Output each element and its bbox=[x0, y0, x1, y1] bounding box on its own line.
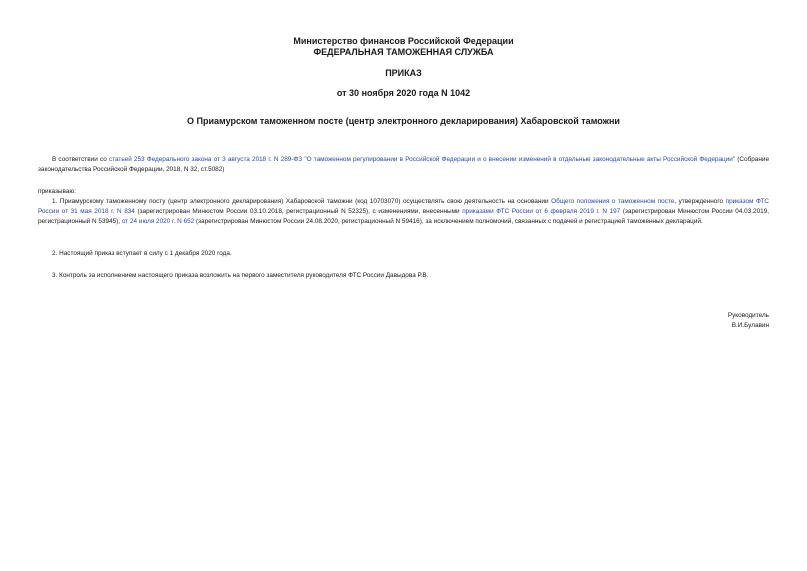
law-article-link[interactable]: статьей 253 Федерального закона от 3 августа 2018 г. N 289-ФЗ "О таможенном регулировании в Российской Федерации и о внесении изменений в отдельные законодательные акты Российской Федерации" bbox=[108, 156, 736, 163]
document-type: ПРИКАЗ bbox=[385, 68, 422, 78]
signatory-position: Руководитель bbox=[727, 312, 769, 319]
service-name: ФЕДЕРАЛЬНАЯ ТАМОЖЕННАЯ СЛУЖБА bbox=[313, 47, 494, 57]
item-2-paragraph bbox=[38, 249, 769, 259]
item-3-text: 3. Контроль за исполнением настоящего приказа возложить на первого заместителя руководителя ФТС России Давыдова Р.В. bbox=[52, 272, 429, 279]
order-834-link[interactable]: приказом ФТС России от 31 мая 2018 г. N 834 bbox=[38, 198, 770, 215]
ministry-name: Министерство финансов Российской Федерации bbox=[293, 36, 514, 46]
item-1-text-1: 1. Приамурскому таможенному посту (центр электронного декларирования) Хабаровской таможни (код 10703070) осуществлять свою деятельность на основании bbox=[52, 198, 552, 205]
item-2-text: 2. Настоящий приказ вступает в силу с 1 декабря 2020 года. bbox=[52, 250, 232, 257]
signatory-name: В.И.Булавин bbox=[731, 322, 769, 329]
order-word: приказываю: bbox=[38, 188, 76, 195]
document-date-number: от 30 ноября 2020 года N 1042 bbox=[336, 88, 471, 98]
order-652-link[interactable]: от 24 июля 2020 г. N 652 bbox=[121, 218, 195, 225]
item-1-text-3: (зарегистрирован Минюстом России 03.10.2018, регистрационный N 52325), с изменениями, внесенными bbox=[134, 208, 463, 215]
general-regulation-link[interactable]: Общего положения о таможенном посте bbox=[551, 198, 675, 205]
preamble-text-2: (Собрание законодательства Российской Федерации, 2018, N 32, ст.5082) bbox=[38, 156, 769, 173]
order-197-link[interactable]: приказами ФТС России от 6 февраля 2019 г. N 197 bbox=[462, 208, 621, 215]
preamble-text-1: В соответствии со bbox=[52, 156, 109, 163]
item-1-text-5: (зарегистрирован Минюстом России 24.08.2020, регистрационный N 59416), за исключением полномочий, связанных с подачей и регистрацией таможенных деклараций. bbox=[194, 218, 703, 225]
preamble-paragraph bbox=[38, 155, 769, 175]
item-1-text-2: , утвержденного bbox=[674, 198, 726, 205]
document-title: О Приамурском таможенном посте (центр электронного декларирования) Хабаровской таможни bbox=[187, 116, 620, 126]
item-1-text-4: (зарегистрирован Минюстом России 04.03.2019, регистрационный N 53945), bbox=[38, 208, 770, 225]
item-3-paragraph bbox=[38, 271, 769, 281]
item-1-paragraph bbox=[38, 197, 769, 227]
